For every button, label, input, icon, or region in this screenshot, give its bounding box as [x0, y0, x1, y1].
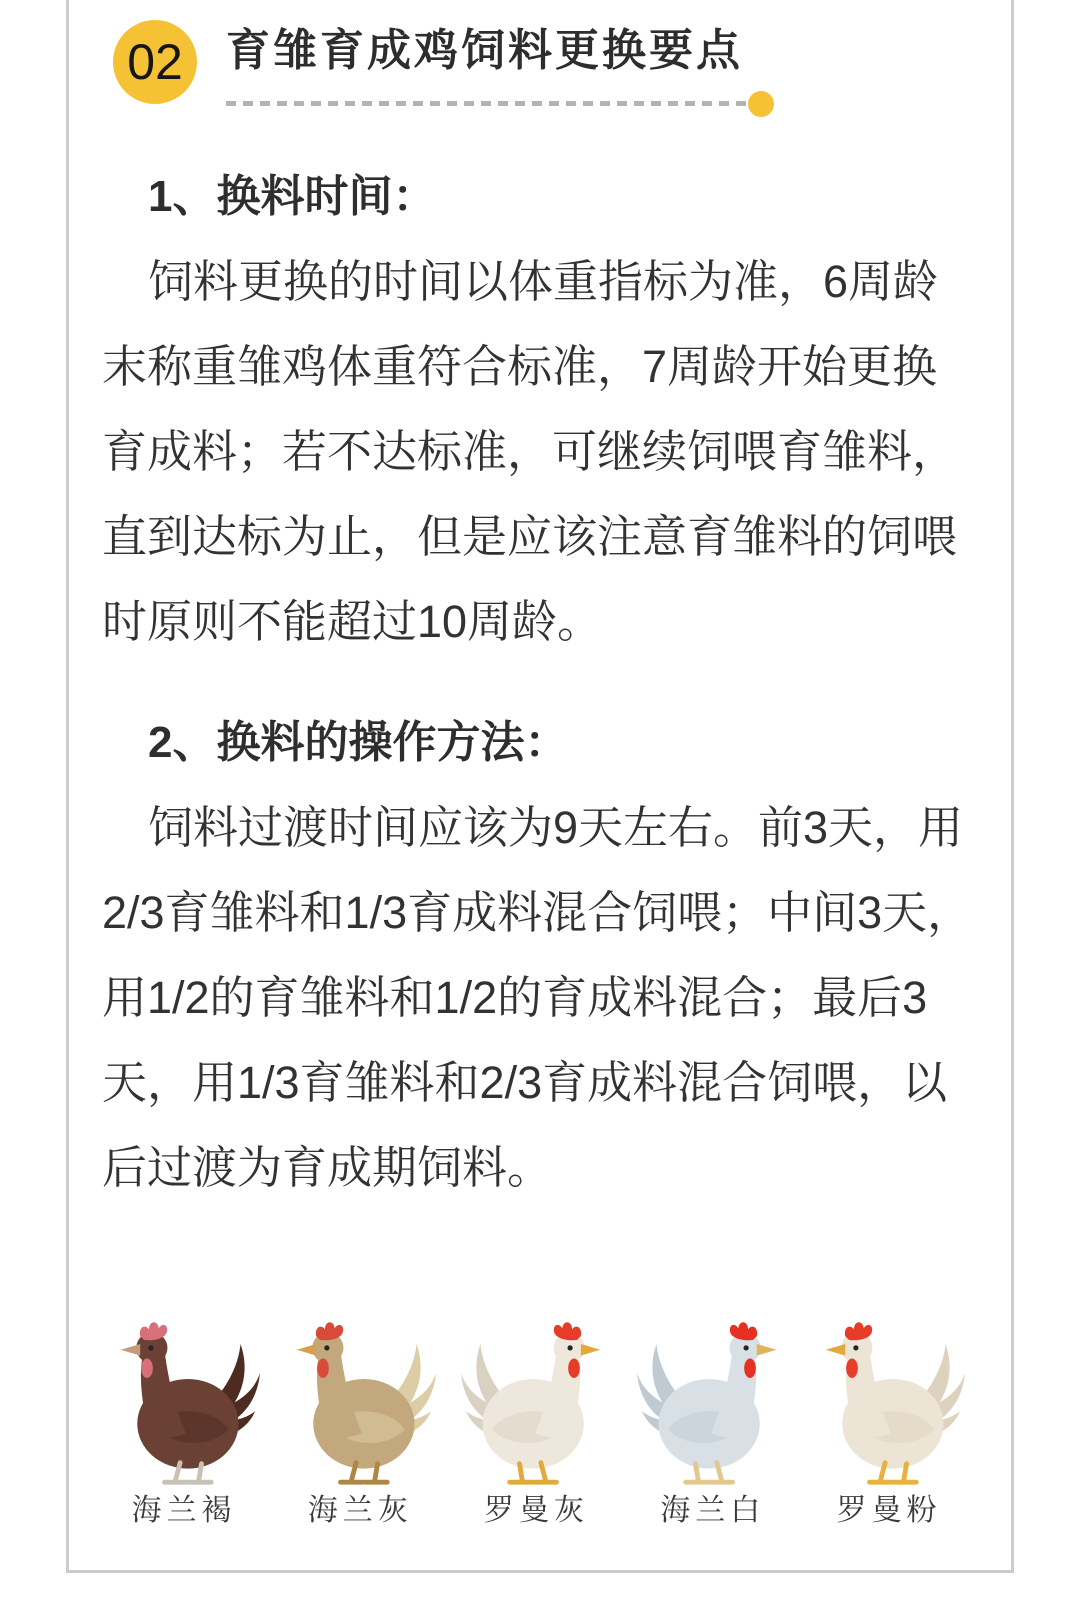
section-number-badge: 02	[113, 20, 197, 104]
breed-item	[809, 1305, 969, 1526]
section-title-block	[226, 20, 774, 118]
article-body	[102, 154, 981, 1526]
paragraph-feed-change-time: 饲料更换的时间以体重指标为准，6周龄末称重雏鸡体重符合标准，7周龄开始更换育成料；若不达标准，可继续饲喂育雏料，直到达标为止，但是应该注意育雏料的饲喂时原则不能超过10周龄。	[102, 256, 958, 648]
chicken-image-hyline-brown	[106, 1305, 262, 1490]
subheading-feed-change-time: 1、换料时间：	[148, 172, 437, 222]
breed-item	[280, 1305, 440, 1526]
breed-item	[104, 1305, 264, 1526]
section-title: 育雏育成鸡饲料更换要点	[226, 26, 743, 75]
paragraph-feed-change-method: 饲料过渡时间应该为9天左右。前3天，用2/3育雏料和1/3育成料混合饲喂；中间3天，用1/2的育雏料和1/2的育成料混合；最后3天，用1/3育雏料和2/3育成料混合饲喂，以后过渡为育成期饲料。	[102, 802, 973, 1194]
chicken-image-lohmann-grey	[459, 1305, 615, 1490]
section-header	[113, 20, 1011, 118]
title-underline	[226, 90, 774, 118]
breed-label: 海兰白	[660, 1494, 766, 1528]
breed-label: 海兰褐	[131, 1494, 237, 1528]
title-underline-dashes	[226, 101, 746, 106]
content-card	[66, 0, 1014, 1573]
chicken-image-lohmann-pink	[811, 1305, 967, 1490]
subheading-feed-change-method: 2、换料的操作方法：	[148, 718, 569, 768]
breed-gallery	[104, 1305, 969, 1526]
breed-label: 罗曼灰	[484, 1494, 589, 1528]
breed-label: 罗曼粉	[836, 1494, 942, 1528]
title-underline-dot	[748, 91, 774, 117]
chicken-image-hyline-white	[635, 1305, 791, 1490]
breed-label: 海兰灰	[307, 1494, 413, 1528]
breed-item	[633, 1305, 793, 1526]
chicken-image-hyline-grey	[282, 1305, 438, 1490]
breed-item	[457, 1305, 617, 1526]
